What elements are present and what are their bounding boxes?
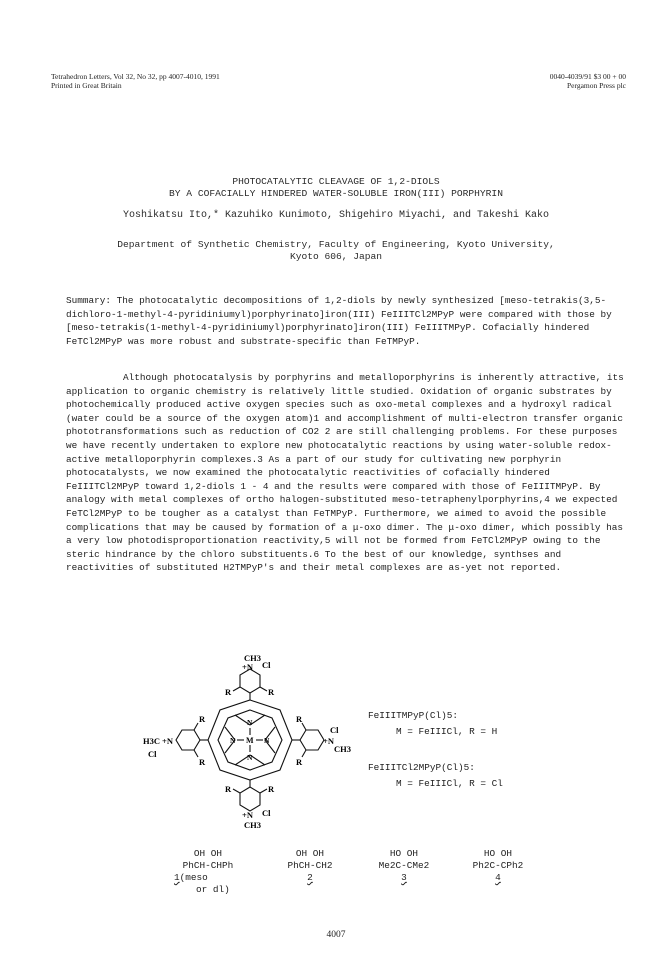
compound-number: 1: [174, 872, 180, 883]
compound-formula: PhCH-CHPh: [182, 860, 234, 871]
tmpyp-definition: M = FeIIICl, R = H: [396, 726, 498, 737]
left-n-plus-label: +N: [162, 736, 173, 746]
body-text: Although photocatalysis by porphyrins and metalloporphyrins is inherently attractive, its application to organic chemistry is relatively little studied. Oxidation of organic substrates by photochemically produced active oxygen species such as oxo-metal complexes and a hydroxyl radical (water could be a source of the oxygen atom)1 and accomplishment of multi-electron transfer organic phototransformations such as reduction of CO2 2 are still challenging problems. For these purposes we have recently undertaken to explore new photocatalytic reactions by using water-soluble redox-active metalloporphyrin complexes.3 As a part of our study for cultivating new porphyrin photocatalysts, we now examined the photocatalytic reactivities of cofacially hindered FeIIITCl2MPyP toward 1,2-diols 1 - 4 and the results were compared with those of FeIIITMPyP. By analogy with metal complexes of ortho halogen-substituted meso-tetraphenylporphyrins,4 we expected FeTCl2MPyP to be tougher as a catalyst than FeTMPyP. Furthermore, we aimed to avoid the possible complications that may be caused by formation of a μ-oxo dimer. The μ-oxo dimer, which possibly has a very low photodisproportionation reactivity,5 will not be formed from FeTCl2MPyP owing to the steric hindrance by the chloro substituents.6 To the best of our knowledge, synthses and reactivities of substituted H2TMPyP's and their metal complexes are as-yet not reported.: [66, 372, 624, 574]
metal-center-label: M: [246, 736, 254, 745]
summary-paragraph: [66, 294, 626, 348]
top-n-plus-label: +N: [242, 662, 253, 672]
compound-2: [262, 848, 358, 884]
right-chloride-label: Cl: [330, 725, 339, 735]
compound-hydroxyls: HO OH: [389, 848, 419, 859]
compound-hydroxyls: OH OH: [193, 848, 223, 859]
publisher-header: [550, 72, 626, 90]
compound-formula: Me2C-CMe2: [378, 860, 430, 871]
left-methyl-label: H3C: [143, 736, 160, 746]
tcl2mpyp-name: FeIIITCl2MPyP(Cl)5:: [368, 762, 475, 773]
pyrrole-n-label: N: [230, 736, 236, 745]
pyrrole-n-label: N: [247, 753, 253, 762]
affiliation-line-2: Kyoto 606, Japan: [289, 251, 383, 262]
r-label: R: [199, 714, 206, 724]
journal-citation: Tetrahedron Letters, Vol 32, No 32, pp 4007-4010, 1991: [51, 72, 220, 81]
author-list: Yoshikatsu Ito,* Kazuhiko Kunimoto, Shigehiro Miyachi, and Takeshi Kako: [122, 210, 550, 221]
left-chloride-label: Cl: [148, 749, 157, 759]
summary-text: Summary: The photocatalytic decompositions of 1,2-diols by newly synthesized [meso-tetrakis(3,5-dichloro-1-methyl-4-pyridiniumyl)porphyrinato]iron(III) FeIIITCl2MPyP were compared with those by [meso-tetrakis(1-methyl-4-pyridiniumyl)porphyrinato]iron(III) FeIIITMPyP. Cofacially hindered FeTCl2MPyP was more robust and substrate-specific than FeTMPyP.: [66, 295, 612, 347]
body-paragraph: [66, 371, 626, 575]
pyrrole-n-label: N: [264, 736, 270, 745]
r-label: R: [296, 714, 303, 724]
price-code: 0040-4039/91 $3 00 + 00: [549, 72, 626, 81]
compound-number: 4: [495, 872, 501, 883]
right-methyl-label: CH3: [334, 744, 351, 754]
compound-hydroxyls: OH OH: [295, 848, 325, 859]
paper-title-line-2: BY A COFACIALLY HINDERED WATER-SOLUBLE IRON(III) PORPHYRIN: [169, 188, 503, 199]
bottom-n-plus-label: +N: [242, 810, 253, 820]
r-label: R: [268, 784, 275, 794]
compound-formula: Ph2C-CPh2: [472, 860, 524, 871]
affiliation-line-1: Department of Synthetic Chemistry, Faculty of Engineering, Kyoto University,: [117, 239, 555, 250]
top-chloride-label: Cl: [262, 660, 271, 670]
printed-location: Printed in Great Britain: [51, 81, 122, 90]
compound-note-continued: or dl): [196, 884, 230, 895]
page-number: 4007: [326, 930, 346, 940]
r-label: R: [225, 687, 232, 697]
compound-label-line: [160, 872, 256, 884]
compound-4: [450, 848, 546, 884]
publisher-name: Pergamon Press plc: [566, 81, 626, 90]
top-methyl-label: CH3: [244, 655, 261, 663]
r-label: R: [225, 784, 232, 794]
r-label: R: [268, 687, 275, 697]
right-n-plus-label: +N: [323, 736, 334, 746]
tmpyp-name: FeIIITMPyP(Cl)5:: [368, 710, 459, 721]
bottom-chloride-label: Cl: [262, 808, 271, 818]
porphyrin-structure: [140, 655, 360, 830]
paper-title-line-1: PHOTOCATALYTIC CLEAVAGE OF 1,2-DIOLS: [232, 176, 440, 187]
compound-number: 2: [307, 872, 313, 883]
r-label: R: [296, 757, 303, 767]
tcl2mpyp-definition: M = FeIIICl, R = Cl: [396, 778, 503, 789]
bottom-methyl-label: CH3: [244, 820, 261, 830]
pyrrole-n-label: N: [247, 718, 253, 727]
compound-hydroxyls: HO OH: [483, 848, 513, 859]
compound-note: (meso: [179, 872, 208, 883]
compound-number: 3: [401, 872, 407, 883]
compound-1: [160, 848, 256, 896]
r-label: R: [199, 757, 206, 767]
compound-formula: PhCH-CH2: [287, 860, 333, 871]
journal-header: [51, 72, 220, 90]
compound-3: [356, 848, 452, 884]
